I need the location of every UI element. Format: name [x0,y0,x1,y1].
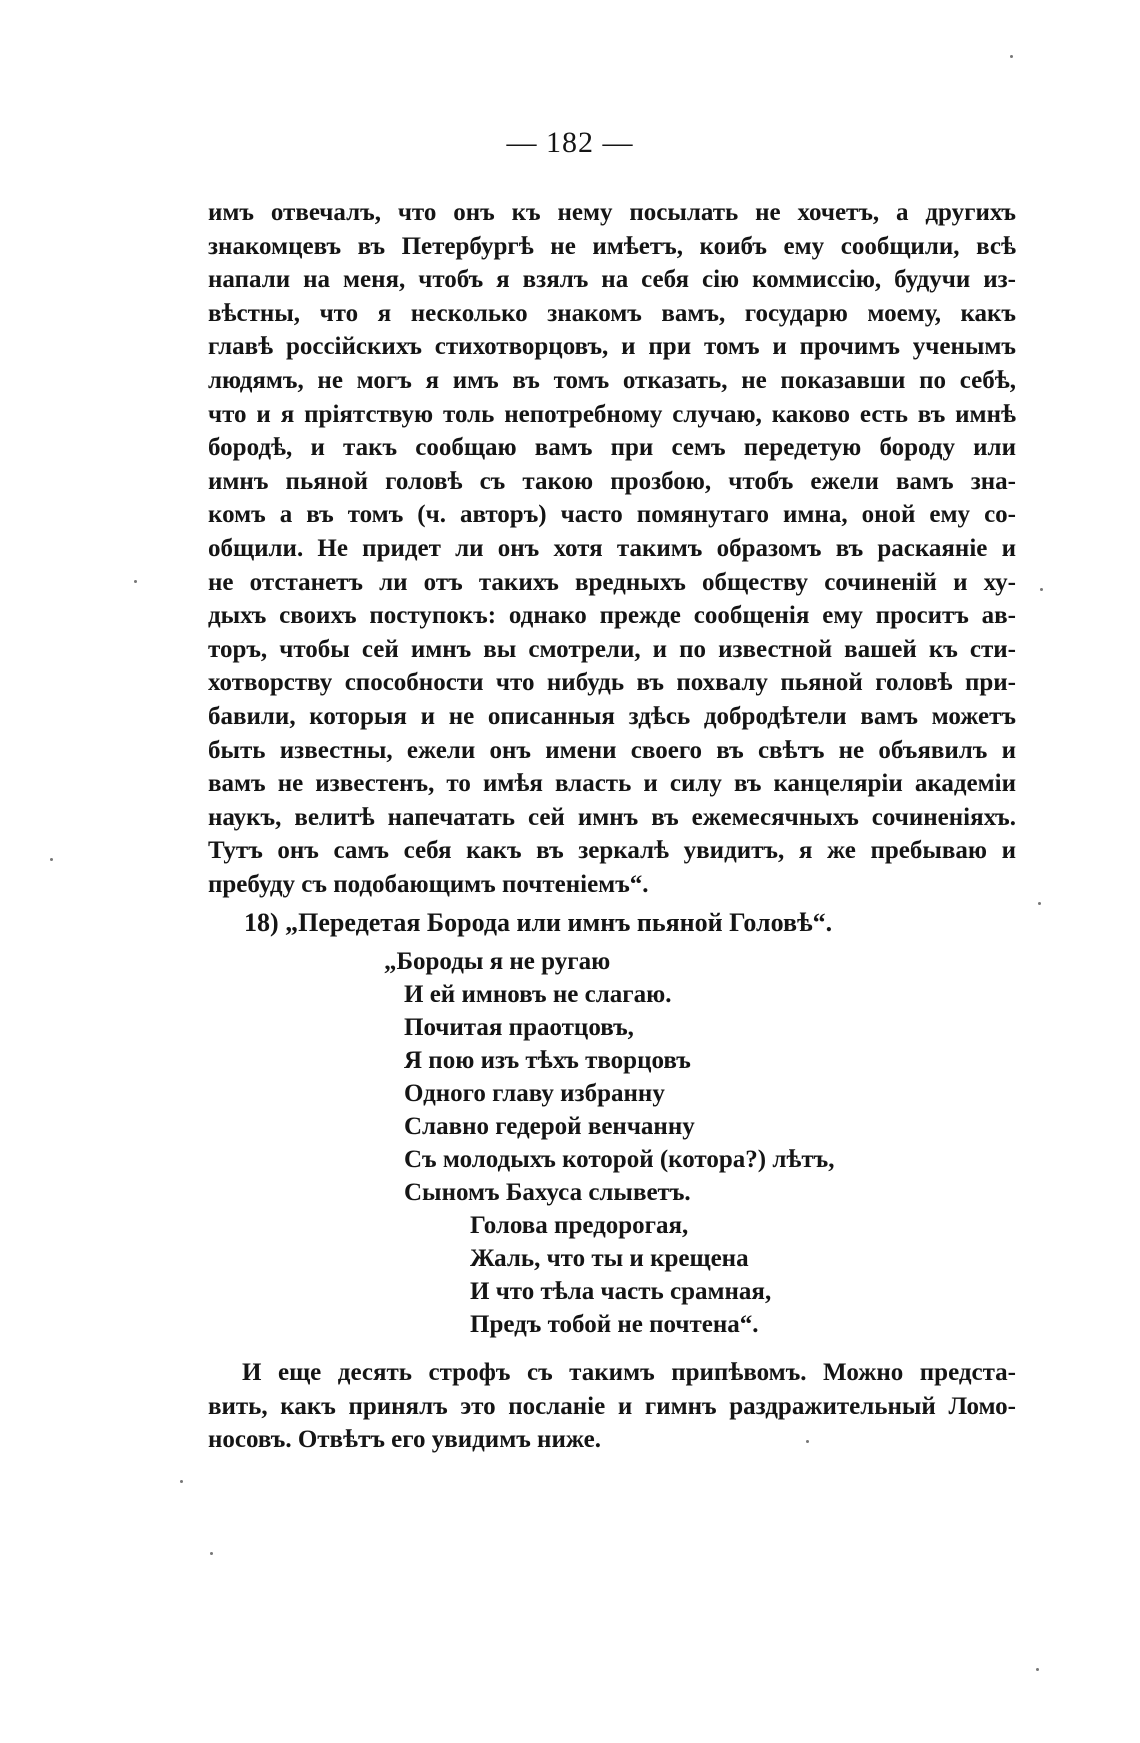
paragraph-line: быть известны, ежели онъ имени своего въ свѣтъ не объявилъ и [208,736,1016,764]
paragraph-line: общили. Не придет ли онъ хотя такимъ образомъ въ раскаянie и [208,534,1016,562]
letter-paragraph [208,196,1016,901]
paragraph-line: дыхъ своихъ поступокъ: однако прежде сообщенiя ему проситъ ав- [208,602,1016,630]
verse-line: Голова предорогая, [470,1212,689,1239]
verse-line: Я пою изъ тѣхъ творцовъ [404,1047,691,1074]
verse-line: И ей имновъ не слагаю. [404,981,672,1008]
paragraph-line: главѣ россiйскихъ стихотворцовъ, и при томъ и прочимъ ученымъ [208,333,1016,361]
paragraph-line: имъ отвечалъ, что онъ къ нему посылать не хочетъ, а другихъ [208,199,1016,226]
closing-line: носовъ. Отвѣтъ его увидимъ ниже. [208,1426,602,1454]
scan-speck [1040,588,1043,591]
paragraph-line: комъ а въ томъ (ч. авторъ) часто помянутаго имна, оной ему со- [208,501,1016,529]
scan-speck [134,580,137,583]
paragraph-line: вамъ не известенъ, то имѣя власть и силу въ канцелярiи академiи [208,770,1016,798]
scan-speck [180,1480,183,1483]
paragraph-line: хотворству способности что нибудь въ похвалу пьяной головѣ при- [208,669,1016,697]
scan-speck [806,1440,809,1443]
paragraph-line: наукъ, велитѣ напечатать сей имнъ въ ежемесячныхъ сочиненiяхъ. [208,803,1016,831]
scan-speck [1036,1668,1039,1671]
paragraph-line: пребуду съ подобающимъ почтенiемъ“. [208,870,649,898]
paragraph-line: что и я прiятствую толь непотребному случаю, каково есть въ имнѣ [208,400,1016,428]
paragraph-line: имнъ пьяной головѣ съ такою прозбою, чтобъ ежели вамъ зна- [208,467,1016,495]
scan-speck [210,1552,213,1555]
verse-line: Почитая праотцовъ, [404,1014,634,1041]
scan-speck [50,858,53,861]
paragraph-line: людямъ, не могъ я имъ въ томъ отказать, не показавши по себѣ, [208,366,1016,394]
verse-line: Съ молодыхъ которой (котора?) лѣтъ, [404,1146,835,1173]
paragraph-line: бородѣ, и такъ сообщаю вамъ при семъ передетую бороду или [208,434,1016,462]
verse-line: Одного главу избранну [404,1080,665,1107]
closing-paragraph [208,1356,1016,1457]
paragraph-line: торъ, чтобы сей имнъ вы смотрели, и по известной вашей къ сти- [208,635,1016,663]
verse-line: Славно гедерой венчанну [404,1113,695,1140]
scan-speck [1038,902,1041,905]
scan-speck [1010,55,1013,58]
closing-line: вить, какъ принялъ это посланiе и гимнъ раздражительный Ломо- [208,1392,1016,1420]
verse-line: Жаль, что ты и крещена [470,1245,749,1272]
verse-line: Предъ тобой не почтена“. [470,1311,759,1338]
paragraph-line: вѣстны, что я несколько знакомъ вамъ, государю моему, какъ [208,299,1016,327]
paragraph-line: знакомцевъ въ Петербургѣ не имѣетъ, коибъ ему сообщили, всѣ [208,232,1016,260]
paragraph-line: бавили, которыя и не описанныя здѣсь добродѣтели вамъ можетъ [208,702,1016,730]
paragraph-line: напали на меня, чтобъ я взялъ на себя сiю коммиссiю, будучи из- [208,266,1016,294]
paragraph-line: не отстанетъ ли отъ такихъ вредныхъ обществу сочиненiй и ху- [208,568,1016,596]
paragraph-line: Тутъ онъ самъ себя какъ въ зеркалѣ увидитъ, я же пребываю и [208,837,1016,865]
poem-heading: 18) „Передетая Борода или имнъ пьяной Головѣ“. [244,908,833,937]
verse-line: И что тѣла часть срамная, [470,1278,772,1305]
page-number: — 182 — [506,126,634,159]
verse-line: „Бороды я не ругаю [384,948,611,975]
verse-line: Сыномъ Бахуса слыветъ. [404,1179,691,1206]
closing-line: И еще десять строфъ съ такимъ припѣвомъ. Можно предста- [242,1359,1016,1386]
